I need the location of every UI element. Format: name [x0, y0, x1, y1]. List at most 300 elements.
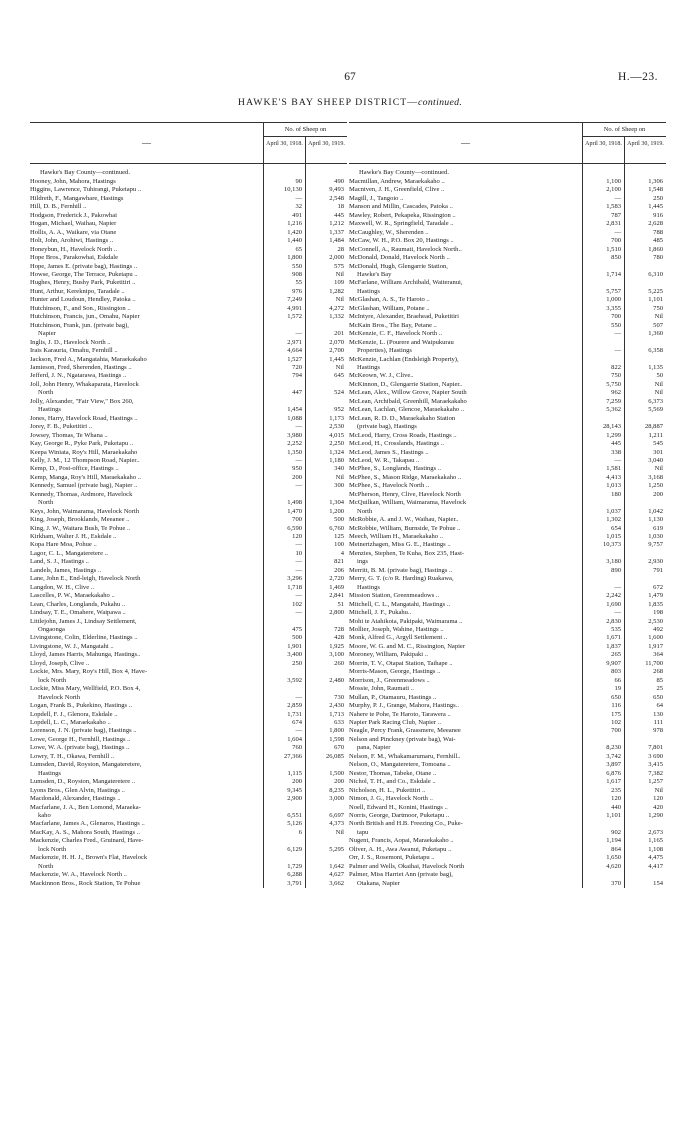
- owner-name: Nahere te Pohe, Te Haroto, Tarawera ..: [349, 710, 451, 718]
- sheep-1918-cell: 976: [292, 287, 302, 295]
- sheep-1919-cell: 490: [334, 178, 344, 185]
- table-row: [30, 660, 347, 668]
- sheep-1918-cell: 3,742: [606, 752, 621, 760]
- table-row: [30, 482, 347, 490]
- table-row: [30, 423, 347, 431]
- owner-name-continued: Properties), Hastings: [357, 347, 412, 355]
- sheep-1919-cell: 1,180: [329, 456, 344, 464]
- table-row: [349, 457, 666, 465]
- table-row: [349, 203, 666, 211]
- header-year-1918: April 30, 1918.: [266, 141, 303, 147]
- owner-name: Mackinnon Bros., Rock Station, Te Pohue: [30, 879, 141, 887]
- owner-name: Higgins, Lawrence, Tuhirangi, Puketapu ..: [30, 186, 142, 194]
- sheep-1918-cell: 850: [611, 254, 621, 262]
- sheep-1919-cell: 1,445: [648, 203, 663, 211]
- owner-cell: [30, 415, 261, 423]
- sheep-1919-cell: 650: [653, 693, 663, 701]
- sheep-1919-cell: 4,417: [648, 862, 663, 870]
- table-row: [349, 820, 666, 837]
- table-row: [30, 449, 347, 457]
- owner-cell: [349, 406, 580, 414]
- owner-cell: [349, 601, 580, 609]
- sheep-1919-cell: 1,042: [648, 507, 663, 515]
- sheep-1918-cell: —: [295, 482, 302, 490]
- table-row: [30, 347, 347, 355]
- table-row: [30, 220, 347, 228]
- table-row: [30, 719, 347, 727]
- sheep-1918-cell: 4,620: [606, 862, 621, 870]
- table-row: [30, 820, 347, 828]
- owner-name: Oliver, A. H., Awa Awanui, Puketapu ..: [349, 845, 452, 853]
- owner-name: McPhee, S., Mason Ridge, Maraekakaho ..: [349, 473, 462, 481]
- table-row: [349, 694, 666, 702]
- sheep-1918-cell: 720: [292, 363, 302, 371]
- owner-name: McLean, Archibald, Greenhill, Maraekakaho: [349, 397, 467, 405]
- table-row: [30, 525, 347, 533]
- sheep-1918-cell: 1,714: [606, 270, 621, 278]
- owner-name-continued: ings: [357, 558, 368, 566]
- sheep-1918-cell: 7,249: [287, 296, 302, 304]
- owner-name: Nicholson, H. L., Puketitiri ..: [349, 786, 426, 794]
- sheep-1918-cell: —: [295, 423, 302, 431]
- owner-name: Mission Station, Greenmeadows ..: [349, 592, 440, 600]
- owner-name-continued: Napier: [38, 330, 56, 338]
- owner-name: Hooney, John, Mahora, Hastings: [30, 178, 116, 185]
- sheep-1918-cell: 4,991: [287, 304, 302, 312]
- sheep-1919-cell: 154: [653, 879, 663, 887]
- sheep-1919-cell: 26,085: [325, 752, 344, 760]
- sheep-1918-cell: 1,583: [606, 203, 621, 211]
- sheep-1918-cell: —: [614, 456, 621, 464]
- table-row: [30, 440, 347, 448]
- sheep-1919-cell: 1,713: [329, 710, 344, 718]
- owner-name: McQuilkan, William, Waimarama, Havelock: [349, 499, 467, 507]
- owner-name: Livingstone, W. J., Mangatahi ..: [30, 642, 114, 650]
- sheep-1918-cell: 265: [611, 651, 621, 659]
- owner-cell: [30, 516, 261, 524]
- owner-cell: [349, 372, 580, 380]
- sheep-1919-cell: 64: [656, 702, 663, 710]
- owner-cell: [349, 516, 580, 524]
- owner-name: Littlejohn, James J., Lindsay Settlement,: [30, 617, 137, 625]
- owner-name: Morris-Mason, George, Hastings ..: [349, 668, 441, 676]
- sheep-1918-cell: 1,800: [287, 254, 302, 262]
- owner-name: Lyons Bros., Glen Alvin, Hastings ..: [30, 786, 125, 794]
- sheep-1918-cell: 902: [611, 828, 621, 836]
- owner-name-continued: Hastings: [357, 363, 380, 371]
- sheep-1919-cell: 1,101: [648, 296, 663, 304]
- sheep-1919-cell: 2,841: [329, 592, 344, 600]
- sheep-1919-cell: 1,469: [329, 583, 344, 591]
- table-row: [349, 313, 666, 321]
- owner-name-continued: tapu: [357, 828, 369, 836]
- owner-cell: [30, 229, 261, 237]
- owner-name: Lumsden, D., Royston, Mangateretere ..: [30, 778, 136, 786]
- sheep-1919-cell: 206: [334, 566, 344, 574]
- owner-name: McRobbie, William, Burnside, Te Pohue ..: [349, 524, 461, 532]
- table-row: [30, 279, 347, 287]
- owner-cell: [30, 525, 261, 533]
- owner-name: Macmillan, Andrew, Maraekakaho ..: [349, 178, 445, 185]
- owner-name: Moroney, William, Pakipaki ..: [349, 651, 429, 659]
- owner-name: Mitchell, J. F., Pukahu..: [349, 609, 412, 617]
- sheep-1919-cell: 1,479: [648, 592, 663, 600]
- sheep-1919-cell: 250: [653, 194, 663, 202]
- table-row: [30, 804, 347, 821]
- table-row: [349, 389, 666, 397]
- table-row: [349, 795, 666, 803]
- table-row: [349, 254, 666, 262]
- sheep-1918-cell: 445: [611, 440, 621, 448]
- owner-name: Mossie, John, Raumati ..: [349, 685, 414, 693]
- owner-cell: [349, 525, 580, 533]
- table-row: [349, 719, 666, 727]
- table-row: [349, 626, 666, 634]
- owner-cell: [30, 541, 261, 549]
- sheep-1918-cell: 3,296: [287, 575, 302, 583]
- sheep-1919-cell: 1,165: [648, 837, 663, 845]
- sheep-1918-cell: 250: [292, 659, 302, 667]
- table-row: [30, 271, 347, 279]
- owner-cell: [349, 263, 580, 280]
- owner-name: McDonald, Donald, Havelock North ..: [349, 254, 450, 262]
- sheep-1918-cell: 1,470: [287, 507, 302, 515]
- sheep-1919-cell: 201: [334, 330, 344, 338]
- sheep-1918-cell: 962: [611, 389, 621, 397]
- owner-name: Manson and Millin, Cascades, Patoka ..: [349, 203, 453, 211]
- owner-name: Merritt, B. M. (private bag), Hastings ..: [349, 566, 453, 574]
- owner-name: Lopdell, L. C., Maraekakaho ..: [30, 719, 111, 726]
- sheep-1918-cell: —: [295, 592, 302, 600]
- sheep-1919-cell: 5,295: [329, 845, 344, 853]
- owner-name: Moore, W. G. and M. C., Rissington, Napier: [349, 642, 466, 650]
- sheep-1918-cell: 1,015: [606, 533, 621, 541]
- owner-cell: [30, 237, 261, 245]
- sheep-1918-cell: 447: [292, 389, 302, 397]
- table-row: [349, 339, 666, 356]
- sheep-1918-cell: 700: [611, 237, 621, 245]
- table-row: [30, 584, 347, 592]
- sheep-1919-cell: 6,697: [329, 811, 344, 819]
- table-row: [30, 372, 347, 380]
- sheep-1918-cell: 5,126: [287, 820, 302, 828]
- sheep-1918-cell: 1,299: [606, 431, 621, 439]
- owner-cell: [349, 457, 580, 465]
- owner-name: Mollier, Joseph, Wahine, Hastings ..: [349, 626, 444, 634]
- owner-name: Hunter and Loudoun, Hendley, Patoka ..: [30, 296, 136, 304]
- owner-name: McCaughley, W., Sherenden ..: [349, 228, 429, 236]
- sheep-1919-cell: 4,627: [329, 871, 344, 879]
- table-row: [30, 618, 347, 635]
- sheep-1919-cell: 28: [337, 245, 344, 253]
- owner-cell: [349, 651, 580, 659]
- owner-cell: [30, 482, 261, 490]
- sheep-1919-cell: Nil: [335, 473, 344, 481]
- sheep-1918-cell: 1,088: [287, 414, 302, 422]
- header-year-1919: April 30, 1919.: [305, 137, 347, 163]
- table-row: [349, 195, 666, 203]
- owner-cell: [349, 279, 580, 296]
- table-row: [349, 854, 666, 862]
- sheep-1919-cell: 1,200: [329, 507, 344, 515]
- table-row: [30, 685, 347, 702]
- owner-cell: [30, 432, 261, 440]
- table-row: [30, 195, 347, 203]
- table-header: [349, 122, 666, 164]
- owner-name: McLeod, James S., Hastings ..: [349, 448, 429, 456]
- sheep-1919-cell: Nil: [335, 270, 344, 278]
- owner-name: Mawley, Robert, Pekapeka, Rissington ..: [349, 211, 456, 219]
- table-row: [349, 381, 666, 389]
- sheep-1919-cell: 200: [334, 778, 344, 786]
- sheep-1919-cell: 1,282: [329, 287, 344, 295]
- sheep-1919-cell: 645: [334, 372, 344, 380]
- sheep-1918-cell: 1,729: [287, 862, 302, 870]
- sheep-1919-cell: 6,358: [648, 347, 663, 355]
- sheep-1918-cell: —: [295, 727, 302, 735]
- sheep-1918-cell: 32: [295, 203, 302, 211]
- sheep-1918-cell: 116: [611, 702, 621, 710]
- owner-name: Nelson and Pinckney (private bag), Wai-: [349, 735, 456, 743]
- owner-cell: [349, 381, 580, 389]
- sheep-1918-cell: 370: [611, 879, 621, 887]
- table-row: [30, 592, 347, 600]
- sheep-1918-cell: 535: [611, 626, 621, 634]
- owner-name: Meech, William H., Maraekakaho ..: [349, 533, 443, 541]
- left-table: [30, 122, 347, 888]
- owner-name: Hutchinson, F., and Son., Rissington ..: [30, 304, 131, 312]
- sheep-1918-cell: 3,180: [606, 558, 621, 566]
- sheep-1918-cell: 180: [611, 490, 621, 498]
- table-row: [30, 702, 347, 710]
- sheep-1918-cell: 1,581: [606, 465, 621, 473]
- sheep-1919-cell: 28,887: [644, 423, 663, 431]
- owner-name: Hodgson, Frederick J., Pakowhai: [30, 211, 117, 219]
- sheep-1918-cell: 654: [611, 524, 621, 532]
- table-row: [349, 567, 666, 575]
- owner-cell: [30, 719, 261, 727]
- owner-cell: [30, 880, 261, 888]
- table-row: [349, 761, 666, 769]
- sheep-1918-cell: —: [614, 347, 621, 355]
- owner-name: Neagle, Percy Frank, Grassmere, Meeanee: [349, 727, 461, 735]
- table-row: [30, 744, 347, 752]
- header-sheep-title: No. of Sheep on: [583, 123, 666, 137]
- sheep-1919-cell: 1,800: [329, 727, 344, 735]
- sheep-1918-cell: 550: [292, 262, 302, 270]
- owner-cell: [349, 677, 580, 685]
- sheep-1918-cell: 1,100: [606, 178, 621, 185]
- owner-name-continued: pana, Napier: [357, 744, 391, 752]
- table-row: [30, 246, 347, 254]
- owner-name: Hill, D. B., Fernhill ..: [30, 203, 87, 211]
- sheep-1919-cell: 1,642: [329, 862, 344, 870]
- table-row: [349, 770, 666, 778]
- owner-cell: [349, 499, 580, 516]
- owner-cell: [349, 820, 580, 837]
- owner-name: Keys, John, Waimarama, Havelock North: [30, 507, 139, 515]
- owner-name-continued: North: [357, 507, 373, 515]
- owner-cell: [349, 339, 580, 356]
- sheep-1918-cell: —: [295, 558, 302, 566]
- owner-name-continued: Hawke's Bay: [357, 270, 392, 278]
- table-row: [30, 651, 347, 659]
- sheep-1919-cell: 9,757: [648, 541, 663, 549]
- owner-name: Kemp, Manga, Roy's Hill, Maraekakaho ..: [30, 473, 141, 481]
- sheep-1919-cell: 8,235: [329, 786, 344, 794]
- owner-cell: [30, 398, 261, 415]
- owner-name: Jowsey, Thomas, Te Whana ..: [30, 431, 108, 439]
- sheep-1919-cell: 1,130: [648, 516, 663, 524]
- sheep-1918-cell: 120: [611, 795, 621, 803]
- table-row: [349, 871, 666, 888]
- sheep-1918-cell: —: [295, 566, 302, 574]
- sheep-1919-cell: Nil: [335, 296, 344, 304]
- owner-cell: [349, 449, 580, 457]
- owner-name: Kelly, J. M., 12 Thompson Road, Napier..: [30, 456, 140, 464]
- owner-cell: [30, 263, 261, 271]
- owner-name: Joll, John Henry, Whakaparata, Havelock: [30, 380, 139, 388]
- sheep-1919-cell: 6,310: [648, 270, 663, 278]
- sheep-1918-cell: 8,230: [606, 744, 621, 752]
- owner-name: Jolly, Alexander, "Fair View," Box 260,: [30, 397, 134, 405]
- table-row: [349, 296, 666, 304]
- owner-name: McKeown, W. J., Clive..: [349, 372, 414, 380]
- sheep-1918-cell: —: [295, 194, 302, 202]
- table-row: [349, 575, 666, 592]
- sheep-1919-cell: 2,628: [648, 220, 663, 228]
- owner-name: McLean, Lachlan, Glencoe, Maraekakaho ..: [349, 406, 465, 414]
- sheep-1918-cell: 5,757: [606, 287, 621, 295]
- sheep-1918-cell: —: [614, 609, 621, 617]
- table-row: [349, 372, 666, 380]
- table-row: [349, 846, 666, 854]
- table-row: [30, 364, 347, 372]
- sheep-1918-cell: 3,791: [287, 879, 302, 887]
- owner-cell: [349, 626, 580, 634]
- owner-name: Norris, George, Dartmoor, Puketapu ..: [349, 811, 450, 819]
- sheep-1918-cell: 10,373: [602, 541, 621, 549]
- owner-cell: [30, 685, 261, 702]
- sheep-1919-cell: 2,548: [329, 194, 344, 202]
- owner-cell: [30, 347, 261, 355]
- sheep-1918-cell: 102: [292, 600, 302, 608]
- sheep-1918-cell: 1,454: [287, 406, 302, 414]
- owner-name: Mullan, P., Otamauru, Hastings ..: [349, 693, 437, 701]
- sheep-1918-cell: 2,100: [606, 186, 621, 194]
- sheep-1919-cell: 1,257: [648, 778, 663, 786]
- owner-cell: [349, 322, 580, 330]
- owner-name: Hildreth, F., Mangawhare, Hastings: [30, 194, 124, 202]
- sheep-1918-cell: —: [295, 456, 302, 464]
- owner-name: King, J. W., Waitara Bush, Te Pohue ..: [30, 524, 131, 532]
- table-row: [30, 508, 347, 516]
- owner-name: McFarlane, William Archibald, Waiteranui,: [349, 279, 463, 287]
- owner-cell: [349, 330, 580, 338]
- owner-cell: [349, 787, 580, 795]
- sheep-1918-cell: 890: [611, 566, 621, 574]
- table-row: [30, 550, 347, 558]
- sheep-1918-cell: —: [295, 693, 302, 701]
- table-row: [349, 220, 666, 228]
- sheep-1918-cell: 1,901: [287, 642, 302, 650]
- right-rows: [349, 164, 666, 888]
- sheep-1918-cell: 1,690: [606, 600, 621, 608]
- sheep-1918-cell: 1,000: [606, 296, 621, 304]
- table-row: [349, 449, 666, 457]
- owner-cell: [30, 567, 261, 575]
- sheep-1919-cell: 791: [653, 566, 663, 574]
- table-row: [30, 457, 347, 465]
- owner-name: Morrin, T. V., Otapai Station, Taihape ..: [349, 659, 453, 667]
- owner-cell: [349, 846, 580, 854]
- owner-cell: [30, 220, 261, 228]
- sheep-1918-cell: 1,420: [287, 228, 302, 236]
- sheep-1918-cell: 950: [292, 465, 302, 473]
- sheep-1919-cell: 200: [653, 490, 663, 498]
- table-row: [30, 854, 347, 871]
- sheep-1918-cell: 102: [611, 719, 621, 726]
- table-row: [349, 465, 666, 473]
- sheep-1918-cell: 1,037: [606, 507, 621, 515]
- owner-cell: [30, 643, 261, 651]
- owner-name: McKenzie, L. (Pourere and Waipukurau: [349, 338, 454, 346]
- sheep-1919-cell: 1,135: [648, 363, 663, 371]
- sheep-1919-cell: 4,373: [329, 820, 344, 828]
- owner-cell: [30, 778, 261, 786]
- owner-name: Kirkham, Walter J. H., Eskdale ..: [30, 533, 117, 541]
- title-continued: continued.: [418, 97, 463, 108]
- section-heading: Hawke's Bay County—continued.: [40, 169, 131, 176]
- sheep-1918-cell: 1,101: [606, 811, 621, 819]
- sheep-1919-cell: 364: [653, 651, 663, 659]
- owner-cell: [30, 744, 261, 752]
- sheep-1919-cell: 821: [334, 558, 344, 566]
- owner-name: McLeod, W. R., Takapau ..: [349, 456, 420, 464]
- sheep-1919-cell: 7,801: [648, 744, 663, 752]
- owner-cell: [349, 465, 580, 473]
- sheep-1918-cell: 19: [614, 685, 621, 693]
- sheep-1918-cell: 1,216: [287, 220, 302, 228]
- sheep-1918-cell: 5,750: [606, 380, 621, 388]
- sheep-1918-cell: 10,130: [283, 186, 302, 194]
- table-row: [349, 778, 666, 786]
- sheep-1919-cell: Nil: [654, 389, 663, 397]
- table-row: [30, 727, 347, 735]
- owner-cell: [349, 220, 580, 228]
- owner-cell: [349, 753, 580, 761]
- owner-name: Magill, J., Tangoio ..: [349, 194, 404, 202]
- sheep-1919-cell: 340: [334, 465, 344, 473]
- owner-name: Land, S. J., Hastings ..: [30, 558, 89, 566]
- owner-name: Macfarlane, James A., Glenaros, Hastings ..: [30, 820, 145, 828]
- owner-name: Nestor, Thomas, Tabeke, Otane ..: [349, 769, 437, 777]
- sheep-1918-cell: 1,604: [287, 735, 302, 743]
- sheep-1919-cell: 545: [653, 440, 663, 448]
- sheep-1918-cell: 235: [611, 786, 621, 794]
- sheep-1919-cell: 5,569: [648, 406, 663, 414]
- sheep-1919-cell: 268: [653, 668, 663, 676]
- owner-name: Kopa Hare Moa, Pohue ..: [30, 541, 97, 549]
- owner-cell: [349, 770, 580, 778]
- owner-name: Mackenzie, H. H. J., Brown's Flat, Havelock: [30, 854, 148, 862]
- table-row: [30, 339, 347, 347]
- sheep-1919-cell: 1,835: [648, 600, 663, 608]
- sheep-1918-cell: 1,510: [606, 245, 621, 253]
- sheep-1918-cell: 175: [611, 710, 621, 718]
- owner-name: Macniven, J. H., Greenfield, Clive ..: [349, 186, 445, 194]
- owner-cell: [349, 186, 580, 194]
